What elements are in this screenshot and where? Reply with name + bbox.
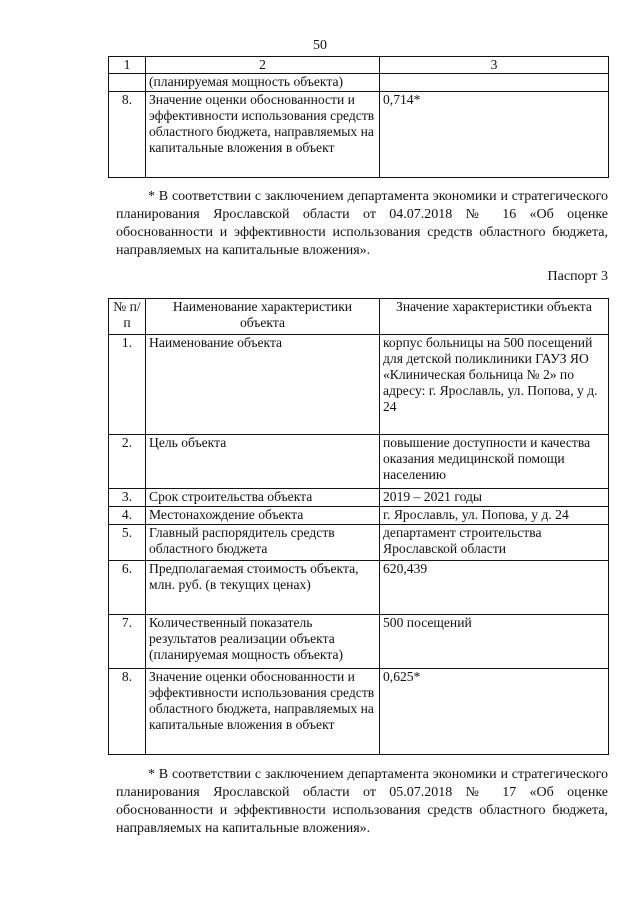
header-number: № п/п <box>109 299 146 335</box>
characteristic-value: 0,714* <box>380 92 609 178</box>
table-row <box>109 92 609 178</box>
characteristic-value: 0,625* <box>380 669 609 755</box>
row-number: 2. <box>109 435 146 489</box>
column-number: 2 <box>146 57 380 74</box>
column-number: 1 <box>109 57 146 74</box>
row-number: 7. <box>109 615 146 669</box>
row-number: 8. <box>109 92 146 178</box>
header-characteristic-name: Наименование характеристики объекта <box>146 299 380 335</box>
row-number: 3. <box>109 489 146 507</box>
row-number: 4. <box>109 507 146 525</box>
table-header-row <box>109 299 609 335</box>
continuation-table <box>108 56 609 178</box>
table-row <box>109 507 609 525</box>
passport-label: Паспорт 3 <box>547 269 608 284</box>
characteristic-name: (планируемая мощность объекта) <box>146 74 380 92</box>
characteristic-name: Наименование объекта <box>146 335 380 435</box>
characteristic-name: Главный распорядитель средств областного бюджета <box>146 525 380 561</box>
characteristic-value: департамент строительства Ярославской области <box>380 525 609 561</box>
characteristic-value: г. Ярославль, ул. Попова, у д. 24 <box>380 507 609 525</box>
characteristic-value: 500 посещений <box>380 615 609 669</box>
table-row <box>109 489 609 507</box>
table-row <box>109 525 609 561</box>
characteristic-value <box>380 74 609 92</box>
table-row <box>109 74 609 92</box>
row-number: 6. <box>109 561 146 615</box>
table-row <box>109 615 609 669</box>
characteristic-name: Значение оценки обоснованности и эффективности использования средств областного бюджета, направляемых на капитальные вложения в объект <box>146 669 380 755</box>
characteristic-value: повышение доступности и качества оказания медицинской помощи населению <box>380 435 609 489</box>
table-row <box>109 669 609 755</box>
table-row <box>109 435 609 489</box>
characteristic-name: Значение оценки обоснованности и эффективности использования средств областного бюджета, направляемых на капитальные вложения в объект <box>146 92 380 178</box>
passport-table <box>108 298 609 755</box>
table-header-row <box>109 57 609 74</box>
row-number <box>109 74 146 92</box>
table-row <box>109 561 609 615</box>
table-row <box>109 335 609 435</box>
characteristic-name: Местонахождение объекта <box>146 507 380 525</box>
footnote: * В соответствии с заключением департамента экономики и стратегического планирования Ярославской области от 04.07.2018 № 16 «Об оценке обоснованности и эффективности использования средств областного бюджета, направляемых на капитальные вложения». <box>116 189 608 258</box>
characteristic-value: 620,439 <box>380 561 609 615</box>
row-number: 5. <box>109 525 146 561</box>
characteristic-value: 2019 – 2021 годы <box>380 489 609 507</box>
characteristic-name: Предполагаемая стоимость объекта, млн. руб. (в текущих ценах) <box>146 561 380 615</box>
row-number: 1. <box>109 335 146 435</box>
page-number: 50 <box>313 38 327 53</box>
footnote: * В соответствии с заключением департамента экономики и стратегического планирования Ярославской области от 05.07.2018 № 17 «Об оценке обоснованности и эффективности использования средств областного бюджета, направляемых на капитальные вложения». <box>116 767 608 836</box>
column-number: 3 <box>380 57 609 74</box>
header-characteristic-value: Значение характеристики объекта <box>380 299 609 335</box>
characteristic-name: Количественный показатель результатов реализации объекта (планируемая мощность объекта) <box>146 615 380 669</box>
row-number: 8. <box>109 669 146 755</box>
characteristic-name: Срок строительства объекта <box>146 489 380 507</box>
characteristic-value: корпус больницы на 500 посещений для детской поликлиники ГАУЗ ЯО «Клиническая больница № 2» по адресу: г. Ярославль, ул. Попова, у д. 24 <box>380 335 609 435</box>
characteristic-name: Цель объекта <box>146 435 380 489</box>
